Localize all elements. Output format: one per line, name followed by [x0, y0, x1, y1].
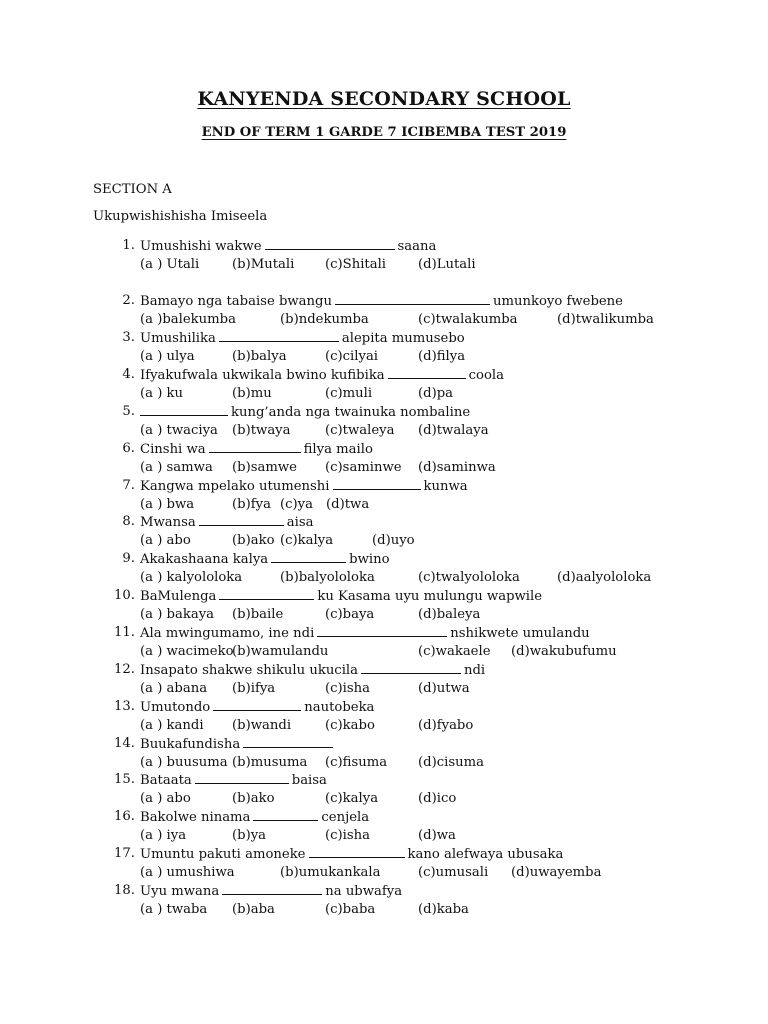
answer-option: (d)twa [326, 497, 370, 512]
answer-option: (c)fisuma [325, 755, 388, 770]
question-line [0, 514, 768, 532]
question-line [0, 404, 768, 422]
question-line [0, 625, 768, 643]
question-text-after: bwino [349, 552, 390, 567]
question-text-before: Mwansa [140, 515, 196, 530]
answer-blank [219, 588, 314, 600]
answer-blank [209, 441, 301, 453]
question-text-before: Insapato shakwe shikulu ukucila [140, 663, 358, 678]
question-text-after: filya mailo [303, 442, 373, 457]
answer-option: (b)wamulandu [232, 644, 329, 659]
answer-option: (b)mu [232, 386, 272, 401]
question-text-after: alepita mumusebo [341, 331, 465, 346]
question-number: 3. [122, 330, 135, 345]
question-text [140, 441, 373, 457]
question-text-before: Umutondo [140, 700, 211, 715]
question-text [140, 514, 314, 530]
answer-option: (c)cilyai [325, 349, 379, 364]
answer-option: (c)umusali [418, 865, 489, 880]
answer-option: (c)muli [325, 386, 373, 401]
question-text [140, 404, 470, 420]
question-text-after: coola [468, 368, 505, 383]
answer-option: (d)twalikumba [557, 312, 654, 327]
answer-option: (a ) ku [140, 386, 184, 401]
question-line [0, 238, 768, 256]
question-text-after: baisa [291, 773, 327, 788]
question-number: 14. [114, 736, 135, 751]
question-line [0, 367, 768, 385]
answer-option: (d)baleya [418, 607, 481, 622]
question-number: 16. [114, 809, 135, 824]
answer-option: (c)ya [280, 497, 313, 512]
question-text-before: Bataata [140, 773, 192, 788]
options-line [0, 681, 768, 699]
answer-blank [265, 238, 395, 250]
answer-option: (d)cisuma [418, 755, 484, 770]
question-line [0, 330, 768, 348]
answer-option: (c)kalya [280, 533, 334, 548]
question-text-after: kano alefwaya ubusaka [407, 847, 564, 862]
answer-blank [317, 625, 447, 637]
answer-blank [213, 699, 301, 711]
options-line [0, 423, 768, 441]
answer-option: (a ) ulya [140, 349, 195, 364]
answer-option: (d)kaba [418, 902, 469, 917]
question-number: 4. [122, 367, 135, 382]
answer-option: (b)umukankala [280, 865, 381, 880]
answer-blank [195, 772, 289, 784]
question-text [140, 772, 327, 788]
question-line [0, 809, 768, 827]
answer-option: (d)aalyololoka [557, 570, 652, 585]
question-text [140, 330, 465, 346]
question-text-before: Umushilika [140, 331, 216, 346]
answer-option: (d)utwa [418, 681, 470, 696]
answer-option: (a ) iya [140, 828, 187, 843]
answer-option: (d)fyabo [418, 718, 474, 733]
question-text [140, 662, 485, 678]
question-text [140, 478, 468, 494]
answer-option: (d)Lutali [418, 257, 476, 272]
answer-blank [271, 551, 346, 563]
question-text-before: Akakashaana kalya [140, 552, 269, 567]
question-number: 15. [114, 772, 135, 787]
answer-blank [335, 293, 490, 305]
answer-option: (a ) bwa [140, 497, 195, 512]
answer-option: (a ) twaciya [140, 423, 218, 438]
question-text [140, 736, 336, 752]
answer-option: (b)twaya [232, 423, 291, 438]
options-line [0, 644, 768, 662]
question-line [0, 662, 768, 680]
question-text-before: Kangwa mpelako utumenshi [140, 479, 330, 494]
answer-blank [219, 330, 339, 342]
question-text [140, 293, 623, 309]
school-title: KANYENDA SECONDARY SCHOOL [197, 88, 571, 110]
question-text [140, 238, 436, 254]
question-text-after: nshikwete umulandu [450, 626, 590, 641]
answer-option: (a ) abana [140, 681, 208, 696]
answer-option: (d)pa [418, 386, 454, 401]
answer-option: (b)balya [232, 349, 287, 364]
answer-option: (c)Shitali [325, 257, 387, 272]
question-number: 6. [122, 441, 135, 456]
question-text-before: Bamayo nga tabaise bwangu [140, 294, 332, 309]
question-text-before: Buukafundisha [140, 737, 241, 752]
question-text-after: nautobeka [304, 700, 375, 715]
question-line [0, 551, 768, 569]
question-line [0, 293, 768, 311]
answer-option: (d)wa [418, 828, 456, 843]
question-text-after: cenjela [321, 810, 370, 825]
answer-option: (c)twalakumba [418, 312, 518, 327]
question-text-after: umunkoyo fwebene [492, 294, 623, 309]
question-number: 8. [122, 514, 135, 529]
answer-option: (b)fya [232, 497, 271, 512]
section-label: SECTION A [93, 182, 172, 197]
question-text-before: Cinshi wa [140, 442, 206, 457]
answer-option: (c)twaleya [325, 423, 395, 438]
answer-blank [140, 404, 228, 416]
answer-blank [361, 662, 461, 674]
answer-option: (a ) buusuma [140, 755, 228, 770]
question-text-before: BaMulenga [140, 589, 217, 604]
answer-option: (c)kalya [325, 791, 379, 806]
answer-option: (c)kabo [325, 718, 375, 733]
answer-option: (a ) kandi [140, 718, 204, 733]
answer-blank [243, 736, 333, 748]
answer-option: (b)ako [232, 533, 275, 548]
answer-option: (d)uyo [372, 533, 415, 548]
question-line [0, 772, 768, 790]
question-text-before: Bakolwe ninama [140, 810, 251, 825]
answer-option: (b)aba [232, 902, 275, 917]
question-number: 10. [114, 588, 135, 603]
question-number: 2. [122, 293, 135, 308]
answer-option: (c)wakaele [418, 644, 491, 659]
question-text-after: na ubwafya [325, 884, 403, 899]
question-line [0, 846, 768, 864]
answer-option: (a ) kalyololoka [140, 570, 243, 585]
answer-option: (b)samwe [232, 460, 297, 475]
answer-option: (d)uwayemba [511, 865, 602, 880]
question-text-after: saana [397, 239, 437, 254]
section-subheading: Ukupwishishisha Imiseela [93, 209, 268, 224]
answer-blank [199, 514, 284, 526]
answer-option: (c)isha [325, 828, 371, 843]
question-text [140, 588, 542, 604]
answer-option: (a ) Utali [140, 257, 200, 272]
answer-option: (a ) bakaya [140, 607, 215, 622]
options-line [0, 497, 768, 515]
question-text [140, 846, 563, 862]
question-number: 9. [122, 551, 135, 566]
answer-blank [222, 883, 322, 895]
options-line [0, 460, 768, 478]
question-text-after: aisa [286, 515, 314, 530]
answer-option: (c)baba [325, 902, 376, 917]
options-line [0, 828, 768, 846]
answer-option: (b)baile [232, 607, 284, 622]
answer-blank [388, 367, 466, 379]
question-text-after: kung’anda nga twainuka nombaline [231, 405, 471, 420]
options-line [0, 607, 768, 625]
question-text-before: Umuntu pakuti amoneke [140, 847, 306, 862]
options-line [0, 718, 768, 736]
answer-option: (d)filya [418, 349, 466, 364]
answer-blank [333, 478, 421, 490]
answer-option: (c)saminwe [325, 460, 402, 475]
question-line [0, 736, 768, 754]
options-line [0, 570, 768, 588]
answer-option: (d)saminwa [418, 460, 496, 475]
options-line [0, 257, 768, 275]
question-text [140, 809, 369, 825]
question-number: 12. [114, 662, 135, 677]
answer-option: (c)baya [325, 607, 375, 622]
answer-option: (b)ndekumba [280, 312, 369, 327]
question-text-after: ku Kasama uyu mulungu wapwile [317, 589, 543, 604]
options-line [0, 755, 768, 773]
question-text [140, 883, 402, 899]
answer-option: (a ) umushiwa [140, 865, 235, 880]
answer-option: (a ) twaba [140, 902, 208, 917]
answer-option: (a ) abo [140, 533, 191, 548]
question-text-before: Uyu mwana [140, 884, 220, 899]
question-number: 11. [114, 625, 135, 640]
question-text-after: kunwa [423, 479, 468, 494]
answer-blank [309, 846, 405, 858]
question-number: 1. [122, 238, 135, 253]
answer-option: (b)musuma [232, 755, 308, 770]
question-number: 18. [114, 883, 135, 898]
answer-option: (d)ico [418, 791, 457, 806]
question-line [0, 478, 768, 496]
question-line [0, 441, 768, 459]
answer-option: (d)wakubufumu [511, 644, 617, 659]
test-title: END OF TERM 1 GARDE 7 ICIBEMBA TEST 2019 [201, 125, 567, 140]
options-line [0, 791, 768, 809]
question-number: 5. [122, 404, 135, 419]
question-text-after: ndi [464, 663, 486, 678]
question-text-before: Ifyakufwala ukwikala bwino kufibika [140, 368, 385, 383]
question-number: 17. [114, 846, 135, 861]
answer-option: (b)wandi [232, 718, 292, 733]
answer-blank [253, 809, 318, 821]
options-line [0, 902, 768, 920]
question-text-before: Ala mwingumamo, ine ndi [140, 626, 315, 641]
options-line [0, 386, 768, 404]
answer-option: (b)Mutali [232, 257, 295, 272]
answer-option: (d)twalaya [418, 423, 489, 438]
question-number: 13. [114, 699, 135, 714]
answer-option: (c)isha [325, 681, 371, 696]
question-line [0, 588, 768, 606]
options-line [0, 533, 768, 551]
answer-option: (a ) abo [140, 791, 191, 806]
question-text [140, 625, 590, 641]
question-number: 7. [122, 478, 135, 493]
answer-option: (b)ya [232, 828, 267, 843]
answer-option: (b)ako [232, 791, 275, 806]
options-line [0, 349, 768, 367]
answer-option: (c)twalyololoka [418, 570, 520, 585]
answer-option: (a )balekumba [140, 312, 236, 327]
answer-option: (a ) wacimeko [140, 644, 234, 659]
question-line [0, 883, 768, 901]
answer-option: (b)ifya [232, 681, 276, 696]
question-line [0, 699, 768, 717]
question-text-before: Umushishi wakwe [140, 239, 262, 254]
answer-option: (a ) samwa [140, 460, 213, 475]
options-line [0, 865, 768, 883]
question-text [140, 551, 390, 567]
answer-option: (b)balyololoka [280, 570, 375, 585]
options-line [0, 312, 768, 330]
question-text [140, 699, 374, 715]
question-text [140, 367, 504, 383]
